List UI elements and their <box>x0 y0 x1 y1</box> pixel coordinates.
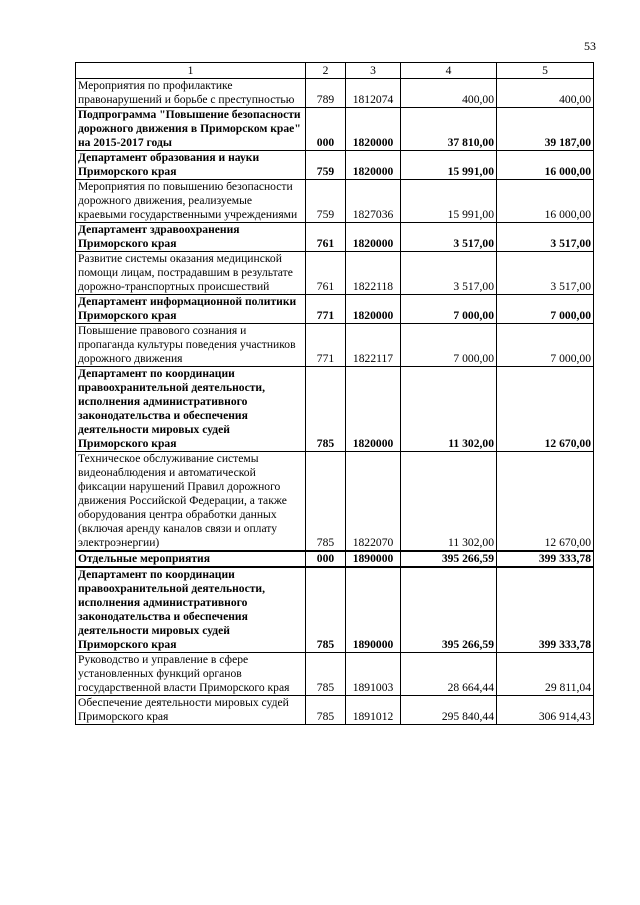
table-row <box>76 551 594 567</box>
cell-code: 1891003 <box>346 653 401 696</box>
table-row <box>76 653 594 696</box>
cell-code: 1891012 <box>346 696 401 725</box>
table-row <box>76 108 594 151</box>
cell-sum2: 3 517,00 <box>497 252 594 295</box>
cell-dept: 785 <box>306 452 346 552</box>
cell-code: 1812074 <box>346 79 401 108</box>
cell-sum1: 37 810,00 <box>401 108 497 151</box>
cell-code: 1822117 <box>346 324 401 367</box>
budget-table <box>75 62 594 725</box>
cell-code: 1820000 <box>346 151 401 180</box>
table-row <box>76 295 594 324</box>
cell-sum1: 3 517,00 <box>401 252 497 295</box>
cell-sum2: 3 517,00 <box>497 223 594 252</box>
cell-sum2: 400,00 <box>497 79 594 108</box>
column-header: 3 <box>346 63 401 79</box>
cell-sum2: 12 670,00 <box>497 367 594 452</box>
cell-name: Обеспечение деятельности мировых судей Приморского края <box>76 696 306 725</box>
table-header-row <box>76 63 594 79</box>
table-row <box>76 367 594 452</box>
cell-sum2: 7 000,00 <box>497 295 594 324</box>
column-header: 2 <box>306 63 346 79</box>
cell-sum1: 400,00 <box>401 79 497 108</box>
cell-name: Мероприятия по повышению безопасности дорожного движения, реализуемые краевыми государственными учреждениями <box>76 180 306 223</box>
cell-dept: 759 <box>306 180 346 223</box>
cell-code: 1890000 <box>346 567 401 653</box>
cell-dept: 000 <box>306 108 346 151</box>
column-header: 1 <box>76 63 306 79</box>
table-row <box>76 252 594 295</box>
cell-dept: 785 <box>306 653 346 696</box>
cell-name: Развитие системы оказания медицинской помощи лицам, пострадавшим в результате дорожно-транспортных происшествий <box>76 252 306 295</box>
cell-sum2: 29 811,04 <box>497 653 594 696</box>
table-row <box>76 452 594 552</box>
cell-name: Техническое обслуживание системы видеонаблюдения и автоматической фиксации нарушений Правил дорожного движения Российской Федерации, а также оборудования центра обработки данных (включая аренду каналов связи и оплату электроэнергии) <box>76 452 306 552</box>
column-header: 4 <box>401 63 497 79</box>
cell-name: Мероприятия по профилактике правонарушений и борьбе с преступностью <box>76 79 306 108</box>
cell-sum1: 15 991,00 <box>401 180 497 223</box>
cell-sum2: 306 914,43 <box>497 696 594 725</box>
cell-dept: 761 <box>306 223 346 252</box>
cell-dept: 789 <box>306 79 346 108</box>
table-row <box>76 324 594 367</box>
cell-code: 1890000 <box>346 551 401 567</box>
cell-dept: 771 <box>306 295 346 324</box>
column-header: 5 <box>497 63 594 79</box>
cell-code: 1820000 <box>346 367 401 452</box>
table-row <box>76 180 594 223</box>
cell-sum2: 39 187,00 <box>497 108 594 151</box>
cell-code: 1827036 <box>346 180 401 223</box>
cell-dept: 771 <box>306 324 346 367</box>
cell-sum2: 12 670,00 <box>497 452 594 552</box>
cell-dept: 759 <box>306 151 346 180</box>
cell-name: Департамент по координации правоохранительной деятельности, исполнения административного законодательства и обеспечения деятельности мировых судей Приморского края <box>76 567 306 653</box>
cell-sum1: 7 000,00 <box>401 324 497 367</box>
table-row <box>76 151 594 180</box>
cell-name: Департамент здравоохранения Приморского края <box>76 223 306 252</box>
table-row <box>76 696 594 725</box>
table-row <box>76 79 594 108</box>
cell-dept: 785 <box>306 696 346 725</box>
cell-name: Повышение правового сознания и пропаганда культуры поведения участников дорожного движения <box>76 324 306 367</box>
cell-dept: 000 <box>306 551 346 567</box>
table-row <box>76 567 594 653</box>
cell-code: 1820000 <box>346 108 401 151</box>
cell-sum2: 7 000,00 <box>497 324 594 367</box>
cell-code: 1822070 <box>346 452 401 552</box>
cell-sum1: 7 000,00 <box>401 295 497 324</box>
cell-code: 1822118 <box>346 252 401 295</box>
cell-name: Подпрограмма "Повышение безопасности дорожного движения в Приморском крае" на 2015-2017 годы <box>76 108 306 151</box>
cell-sum2: 399 333,78 <box>497 551 594 567</box>
cell-sum1: 395 266,59 <box>401 567 497 653</box>
cell-name: Департамент по координации правоохранительной деятельности, исполнения административного законодательства и обеспечения деятельности мировых судей Приморского края <box>76 367 306 452</box>
cell-name: Руководство и управление в сфере установленных функций органов государственной власти Приморского края <box>76 653 306 696</box>
cell-sum1: 28 664,44 <box>401 653 497 696</box>
cell-sum2: 16 000,00 <box>497 151 594 180</box>
cell-dept: 785 <box>306 567 346 653</box>
page-number: 53 <box>584 39 596 53</box>
cell-sum1: 3 517,00 <box>401 223 497 252</box>
cell-name: Департамент информационной политики Приморского края <box>76 295 306 324</box>
table-row <box>76 223 594 252</box>
cell-sum2: 399 333,78 <box>497 567 594 653</box>
cell-dept: 785 <box>306 367 346 452</box>
cell-code: 1820000 <box>346 295 401 324</box>
cell-sum1: 11 302,00 <box>401 367 497 452</box>
cell-sum1: 15 991,00 <box>401 151 497 180</box>
cell-code: 1820000 <box>346 223 401 252</box>
cell-sum1: 395 266,59 <box>401 551 497 567</box>
cell-name: Департамент образования и науки Приморского края <box>76 151 306 180</box>
cell-dept: 761 <box>306 252 346 295</box>
cell-sum1: 295 840,44 <box>401 696 497 725</box>
cell-sum1: 11 302,00 <box>401 452 497 552</box>
cell-name: Отдельные мероприятия <box>76 551 306 567</box>
cell-sum2: 16 000,00 <box>497 180 594 223</box>
